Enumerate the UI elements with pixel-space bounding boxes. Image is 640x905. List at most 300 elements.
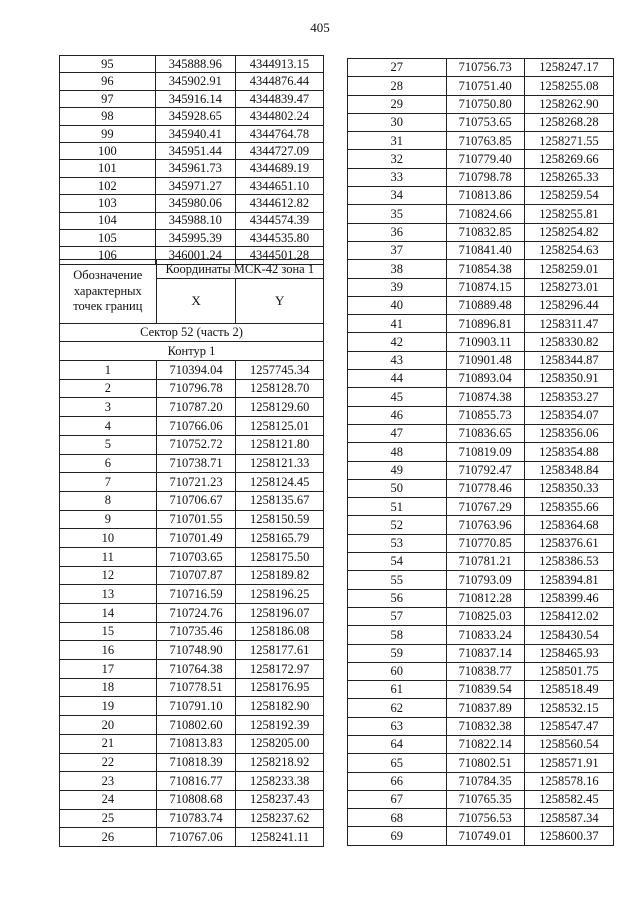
table-row bbox=[348, 571, 614, 589]
table-row bbox=[60, 108, 324, 125]
y-coordinate: 1258182.90 bbox=[236, 697, 324, 716]
y-coordinate: 1258269.66 bbox=[524, 150, 613, 168]
point-number: 97 bbox=[60, 90, 156, 107]
table-row bbox=[60, 229, 324, 246]
x-coordinate: 710756.73 bbox=[446, 59, 524, 77]
table-row bbox=[60, 473, 324, 492]
y-coordinate: 1258189.82 bbox=[236, 566, 324, 585]
coordinates-table-continued bbox=[59, 55, 324, 265]
x-coordinate: 710767.29 bbox=[446, 498, 524, 516]
point-number: 39 bbox=[348, 278, 447, 296]
y-coordinate: 4344501.28 bbox=[235, 247, 323, 264]
point-number: 53 bbox=[348, 534, 447, 552]
point-number: 65 bbox=[348, 754, 447, 772]
table-row bbox=[348, 168, 614, 186]
y-coordinate: 1258354.07 bbox=[524, 406, 613, 424]
sector-row bbox=[60, 323, 324, 342]
y-coordinate: 1258386.53 bbox=[524, 553, 613, 571]
y-coordinate: 4344689.19 bbox=[235, 160, 323, 177]
point-number: 60 bbox=[348, 662, 447, 680]
point-number: 4 bbox=[60, 417, 157, 436]
point-number: 25 bbox=[60, 809, 157, 828]
table-row bbox=[348, 443, 614, 461]
table-row bbox=[60, 753, 324, 772]
point-number: 51 bbox=[348, 498, 447, 516]
point-number: 50 bbox=[348, 479, 447, 497]
table-row bbox=[348, 150, 614, 168]
table-row bbox=[60, 491, 324, 510]
table-row bbox=[60, 772, 324, 791]
x-coordinate: 710822.14 bbox=[446, 735, 524, 753]
y-coordinate: 1258394.81 bbox=[524, 571, 613, 589]
x-coordinate: 710748.90 bbox=[156, 641, 236, 660]
x-coordinate: 710707.87 bbox=[156, 566, 236, 585]
table-row bbox=[348, 461, 614, 479]
y-coordinate: 1258125.01 bbox=[236, 417, 324, 436]
x-coordinate: 710753.65 bbox=[446, 113, 524, 131]
table-row bbox=[60, 398, 324, 417]
x-coordinate: 710841.40 bbox=[446, 241, 524, 259]
y-coordinate: 1258254.63 bbox=[524, 241, 613, 259]
x-coordinate: 710819.09 bbox=[446, 443, 524, 461]
point-number: 58 bbox=[348, 626, 447, 644]
table-row bbox=[60, 73, 324, 90]
x-coordinate: 710812.28 bbox=[446, 589, 524, 607]
point-number: 69 bbox=[348, 827, 447, 845]
y-coordinate: 1258262.90 bbox=[524, 95, 613, 113]
point-number: 23 bbox=[60, 772, 157, 791]
y-coordinate: 1258350.33 bbox=[524, 479, 613, 497]
y-coordinate: 4344839.47 bbox=[235, 90, 323, 107]
table-row bbox=[348, 809, 614, 827]
x-coordinate: 710825.03 bbox=[446, 607, 524, 625]
y-coordinate: 1258600.37 bbox=[524, 827, 613, 845]
x-coordinate: 710763.85 bbox=[446, 132, 524, 150]
x-coordinate: 710793.09 bbox=[446, 571, 524, 589]
y-coordinate: 1258255.81 bbox=[524, 205, 613, 223]
table-row bbox=[348, 735, 614, 753]
point-number: 28 bbox=[348, 77, 447, 95]
point-number: 27 bbox=[348, 59, 447, 77]
table-row bbox=[348, 187, 614, 205]
point-number: 47 bbox=[348, 424, 447, 442]
table-row bbox=[348, 699, 614, 717]
contour-title: Контур 1 bbox=[60, 342, 324, 361]
x-coordinate: 710802.60 bbox=[156, 716, 236, 735]
x-coordinate: 345951.44 bbox=[155, 142, 235, 159]
table-row bbox=[348, 662, 614, 680]
table-row bbox=[348, 59, 614, 77]
y-coordinate: 1258196.25 bbox=[236, 585, 324, 604]
point-number: 8 bbox=[60, 491, 157, 510]
x-coordinate: 345980.06 bbox=[155, 195, 235, 212]
table-row bbox=[60, 529, 324, 548]
table-row bbox=[348, 424, 614, 442]
x-coordinate: 710893.04 bbox=[446, 370, 524, 388]
table-row bbox=[348, 553, 614, 571]
y-coordinate: 1258175.50 bbox=[236, 547, 324, 566]
table-row bbox=[348, 681, 614, 699]
x-coordinate: 710839.54 bbox=[446, 681, 524, 699]
point-number: 30 bbox=[348, 113, 447, 131]
x-coordinate: 710763.96 bbox=[446, 516, 524, 534]
table-row bbox=[60, 454, 324, 473]
table-row bbox=[348, 388, 614, 406]
y-coordinate: 4344535.80 bbox=[235, 229, 323, 246]
point-number: 49 bbox=[348, 461, 447, 479]
point-number: 100 bbox=[60, 142, 156, 159]
x-coordinate: 710766.06 bbox=[156, 417, 236, 436]
point-number: 68 bbox=[348, 809, 447, 827]
point-number: 17 bbox=[60, 660, 157, 679]
point-number: 5 bbox=[60, 435, 157, 454]
table-row bbox=[60, 622, 324, 641]
y-coordinate: 1258587.34 bbox=[524, 809, 613, 827]
y-coordinate: 1258121.80 bbox=[236, 435, 324, 454]
point-number: 62 bbox=[348, 699, 447, 717]
header-y: Y bbox=[236, 278, 324, 323]
table-row bbox=[348, 589, 614, 607]
table-row bbox=[60, 361, 324, 380]
table-row bbox=[348, 260, 614, 278]
y-coordinate: 1258177.61 bbox=[236, 641, 324, 660]
point-number: 57 bbox=[348, 607, 447, 625]
point-number: 21 bbox=[60, 734, 157, 753]
header-coordinates: Координаты МСК-42 зона 1 bbox=[156, 260, 323, 279]
point-number: 7 bbox=[60, 473, 157, 492]
point-number: 32 bbox=[348, 150, 447, 168]
point-number: 103 bbox=[60, 195, 156, 212]
point-number: 24 bbox=[60, 790, 157, 809]
x-coordinate: 346001.24 bbox=[155, 247, 235, 264]
point-number: 56 bbox=[348, 589, 447, 607]
point-number: 52 bbox=[348, 516, 447, 534]
x-coordinate: 710765.35 bbox=[446, 790, 524, 808]
table-row bbox=[348, 132, 614, 150]
y-coordinate: 1258259.54 bbox=[524, 187, 613, 205]
table-row bbox=[60, 809, 324, 828]
point-number: 38 bbox=[348, 260, 447, 278]
table-row bbox=[348, 626, 614, 644]
table-row bbox=[348, 827, 614, 845]
x-coordinate: 710838.77 bbox=[446, 662, 524, 680]
x-coordinate: 710889.48 bbox=[446, 296, 524, 314]
y-coordinate: 1258518.49 bbox=[524, 681, 613, 699]
point-number: 35 bbox=[348, 205, 447, 223]
x-coordinate: 710832.38 bbox=[446, 717, 524, 735]
table-row bbox=[60, 547, 324, 566]
y-coordinate: 1258311.47 bbox=[524, 315, 613, 333]
table-row bbox=[348, 406, 614, 424]
coordinates-table-right-column bbox=[347, 58, 614, 846]
point-number: 40 bbox=[348, 296, 447, 314]
point-number: 34 bbox=[348, 187, 447, 205]
point-number: 102 bbox=[60, 177, 156, 194]
table-row bbox=[348, 241, 614, 259]
y-coordinate: 4344727.09 bbox=[235, 142, 323, 159]
x-coordinate: 710791.10 bbox=[156, 697, 236, 716]
x-coordinate: 710770.85 bbox=[446, 534, 524, 552]
point-number: 13 bbox=[60, 585, 157, 604]
table-row bbox=[60, 660, 324, 679]
x-coordinate: 345961.73 bbox=[155, 160, 235, 177]
y-coordinate: 1258237.43 bbox=[236, 790, 324, 809]
y-coordinate: 4344876.44 bbox=[235, 73, 323, 90]
point-number: 19 bbox=[60, 697, 157, 716]
y-coordinate: 1258348.84 bbox=[524, 461, 613, 479]
table-row bbox=[60, 585, 324, 604]
x-coordinate: 710767.06 bbox=[156, 828, 236, 847]
table-row bbox=[60, 641, 324, 660]
y-coordinate: 1258192.39 bbox=[236, 716, 324, 735]
point-number: 16 bbox=[60, 641, 157, 660]
table-row bbox=[60, 160, 324, 177]
y-coordinate: 4344612.82 bbox=[235, 195, 323, 212]
x-coordinate: 710784.35 bbox=[446, 772, 524, 790]
x-coordinate: 710903.11 bbox=[446, 333, 524, 351]
header-row bbox=[60, 260, 324, 279]
x-coordinate: 710813.83 bbox=[156, 734, 236, 753]
x-coordinate: 710787.20 bbox=[156, 398, 236, 417]
table-row bbox=[348, 607, 614, 625]
point-number: 36 bbox=[348, 223, 447, 241]
point-number: 42 bbox=[348, 333, 447, 351]
x-coordinate: 710792.47 bbox=[446, 461, 524, 479]
point-number: 44 bbox=[348, 370, 447, 388]
y-coordinate: 1258399.46 bbox=[524, 589, 613, 607]
coordinates-table-body bbox=[348, 59, 614, 846]
y-coordinate: 1258268.28 bbox=[524, 113, 613, 131]
y-coordinate: 1258364.68 bbox=[524, 516, 613, 534]
point-number: 20 bbox=[60, 716, 157, 735]
point-number: 46 bbox=[348, 406, 447, 424]
point-number: 37 bbox=[348, 241, 447, 259]
x-coordinate: 710816.77 bbox=[156, 772, 236, 791]
x-coordinate: 710824.66 bbox=[446, 205, 524, 223]
table-row bbox=[348, 717, 614, 735]
x-coordinate: 710779.40 bbox=[446, 150, 524, 168]
y-coordinate: 1258273.01 bbox=[524, 278, 613, 296]
x-coordinate: 710798.78 bbox=[446, 168, 524, 186]
table-row bbox=[60, 566, 324, 585]
x-coordinate: 345902.91 bbox=[155, 73, 235, 90]
table-row bbox=[348, 223, 614, 241]
point-number: 48 bbox=[348, 443, 447, 461]
x-coordinate: 710764.38 bbox=[156, 660, 236, 679]
y-coordinate: 1258412.02 bbox=[524, 607, 613, 625]
y-coordinate: 1258121.33 bbox=[236, 454, 324, 473]
table-row bbox=[60, 90, 324, 107]
table-row bbox=[348, 77, 614, 95]
x-coordinate: 710874.15 bbox=[446, 278, 524, 296]
y-coordinate: 1258465.93 bbox=[524, 644, 613, 662]
point-number: 29 bbox=[348, 95, 447, 113]
x-coordinate: 710813.86 bbox=[446, 187, 524, 205]
y-coordinate: 1258237.62 bbox=[236, 809, 324, 828]
y-coordinate: 1258205.00 bbox=[236, 734, 324, 753]
table-row bbox=[348, 315, 614, 333]
point-number: 54 bbox=[348, 553, 447, 571]
x-coordinate: 710721.23 bbox=[156, 473, 236, 492]
y-coordinate: 1258571.91 bbox=[524, 754, 613, 772]
table-row bbox=[348, 516, 614, 534]
table-row bbox=[348, 296, 614, 314]
x-coordinate: 345940.41 bbox=[155, 125, 235, 142]
point-number: 64 bbox=[348, 735, 447, 753]
y-coordinate: 1258344.87 bbox=[524, 351, 613, 369]
y-coordinate: 1258330.82 bbox=[524, 333, 613, 351]
x-coordinate: 710750.80 bbox=[446, 95, 524, 113]
y-coordinate: 1258135.67 bbox=[236, 491, 324, 510]
table-row bbox=[348, 772, 614, 790]
point-number: 11 bbox=[60, 547, 157, 566]
table-row bbox=[60, 125, 324, 142]
point-number: 33 bbox=[348, 168, 447, 186]
y-coordinate: 4344913.15 bbox=[235, 56, 323, 73]
x-coordinate: 710832.85 bbox=[446, 223, 524, 241]
table-row bbox=[60, 716, 324, 735]
y-coordinate: 1258124.45 bbox=[236, 473, 324, 492]
y-coordinate: 1258376.61 bbox=[524, 534, 613, 552]
y-coordinate: 1258172.97 bbox=[236, 660, 324, 679]
x-coordinate: 345916.14 bbox=[155, 90, 235, 107]
y-coordinate: 1258186.08 bbox=[236, 622, 324, 641]
table-row bbox=[348, 278, 614, 296]
table-row bbox=[60, 177, 324, 194]
table-row bbox=[60, 697, 324, 716]
point-number: 99 bbox=[60, 125, 156, 142]
table-row bbox=[348, 351, 614, 369]
x-coordinate: 345928.65 bbox=[155, 108, 235, 125]
y-coordinate: 4344764.78 bbox=[235, 125, 323, 142]
x-coordinate: 710724.76 bbox=[156, 604, 236, 623]
x-coordinate: 710854.38 bbox=[446, 260, 524, 278]
point-number: 66 bbox=[348, 772, 447, 790]
y-coordinate: 1258259.01 bbox=[524, 260, 613, 278]
coordinates-table-body bbox=[60, 260, 324, 847]
y-coordinate: 1258271.55 bbox=[524, 132, 613, 150]
point-number: 12 bbox=[60, 566, 157, 585]
y-coordinate: 1258265.33 bbox=[524, 168, 613, 186]
x-coordinate: 710738.71 bbox=[156, 454, 236, 473]
point-number: 6 bbox=[60, 454, 157, 473]
x-coordinate: 345995.39 bbox=[155, 229, 235, 246]
x-coordinate: 710751.40 bbox=[446, 77, 524, 95]
x-coordinate: 710701.49 bbox=[156, 529, 236, 548]
point-number: 1 bbox=[60, 361, 157, 380]
point-number: 55 bbox=[348, 571, 447, 589]
x-coordinate: 710716.59 bbox=[156, 585, 236, 604]
sector-title: Сектор 52 (часть 2) bbox=[60, 323, 324, 342]
table-row bbox=[60, 678, 324, 697]
table-row bbox=[348, 370, 614, 388]
x-coordinate: 710749.01 bbox=[446, 827, 524, 845]
table-row bbox=[60, 379, 324, 398]
x-coordinate: 710781.21 bbox=[446, 553, 524, 571]
point-number: 106 bbox=[60, 247, 156, 264]
table-row bbox=[60, 734, 324, 753]
x-coordinate: 345971.27 bbox=[155, 177, 235, 194]
point-number: 22 bbox=[60, 753, 157, 772]
point-number: 15 bbox=[60, 622, 157, 641]
y-coordinate: 1258532.15 bbox=[524, 699, 613, 717]
header-point-designation: Обозначение характерных точек границ bbox=[60, 260, 157, 324]
y-coordinate: 1258128.70 bbox=[236, 379, 324, 398]
x-coordinate: 710701.55 bbox=[156, 510, 236, 529]
x-coordinate: 710837.89 bbox=[446, 699, 524, 717]
x-coordinate: 710901.48 bbox=[446, 351, 524, 369]
y-coordinate: 1258196.07 bbox=[236, 604, 324, 623]
x-coordinate: 710778.46 bbox=[446, 479, 524, 497]
table-row bbox=[348, 205, 614, 223]
y-coordinate: 1258247.17 bbox=[524, 59, 613, 77]
x-coordinate: 345988.10 bbox=[155, 212, 235, 229]
y-coordinate: 1258430.54 bbox=[524, 626, 613, 644]
y-coordinate: 4344802.24 bbox=[235, 108, 323, 125]
y-coordinate: 1258501.75 bbox=[524, 662, 613, 680]
x-coordinate: 710735.46 bbox=[156, 622, 236, 641]
x-coordinate: 710394.04 bbox=[156, 361, 236, 380]
point-number: 43 bbox=[348, 351, 447, 369]
y-coordinate: 4344651.10 bbox=[235, 177, 323, 194]
point-number: 26 bbox=[60, 828, 157, 847]
x-coordinate: 710874.38 bbox=[446, 388, 524, 406]
table-row bbox=[348, 479, 614, 497]
y-coordinate: 1258241.11 bbox=[236, 828, 324, 847]
point-number: 101 bbox=[60, 160, 156, 177]
y-coordinate: 1258129.60 bbox=[236, 398, 324, 417]
point-number: 31 bbox=[348, 132, 447, 150]
x-coordinate: 710836.65 bbox=[446, 424, 524, 442]
y-coordinate: 1258354.88 bbox=[524, 443, 613, 461]
x-coordinate: 345888.96 bbox=[155, 56, 235, 73]
x-coordinate: 710802.51 bbox=[446, 754, 524, 772]
y-coordinate: 1258560.54 bbox=[524, 735, 613, 753]
table-row bbox=[348, 644, 614, 662]
table-row bbox=[348, 754, 614, 772]
point-number: 10 bbox=[60, 529, 157, 548]
x-coordinate: 710778.51 bbox=[156, 678, 236, 697]
y-coordinate: 1258582.45 bbox=[524, 790, 613, 808]
point-number: 2 bbox=[60, 379, 157, 398]
table-row bbox=[60, 828, 324, 847]
table-row bbox=[60, 510, 324, 529]
table-row bbox=[348, 113, 614, 131]
point-number: 95 bbox=[60, 56, 156, 73]
y-coordinate: 1258296.44 bbox=[524, 296, 613, 314]
y-coordinate: 1258350.91 bbox=[524, 370, 613, 388]
x-coordinate: 710752.72 bbox=[156, 435, 236, 454]
point-number: 104 bbox=[60, 212, 156, 229]
point-number: 96 bbox=[60, 73, 156, 90]
table-row bbox=[60, 142, 324, 159]
y-coordinate: 1257745.34 bbox=[236, 361, 324, 380]
y-coordinate: 1258165.79 bbox=[236, 529, 324, 548]
table-row bbox=[60, 435, 324, 454]
y-coordinate: 1258150.59 bbox=[236, 510, 324, 529]
x-coordinate: 710855.73 bbox=[446, 406, 524, 424]
y-coordinate: 1258233.38 bbox=[236, 772, 324, 791]
contour-row bbox=[60, 342, 324, 361]
x-coordinate: 710703.65 bbox=[156, 547, 236, 566]
table-row bbox=[60, 790, 324, 809]
y-coordinate: 1258218.92 bbox=[236, 753, 324, 772]
table-row bbox=[348, 534, 614, 552]
table-row bbox=[348, 498, 614, 516]
x-coordinate: 710756.53 bbox=[446, 809, 524, 827]
table-row bbox=[348, 333, 614, 351]
point-number: 41 bbox=[348, 315, 447, 333]
